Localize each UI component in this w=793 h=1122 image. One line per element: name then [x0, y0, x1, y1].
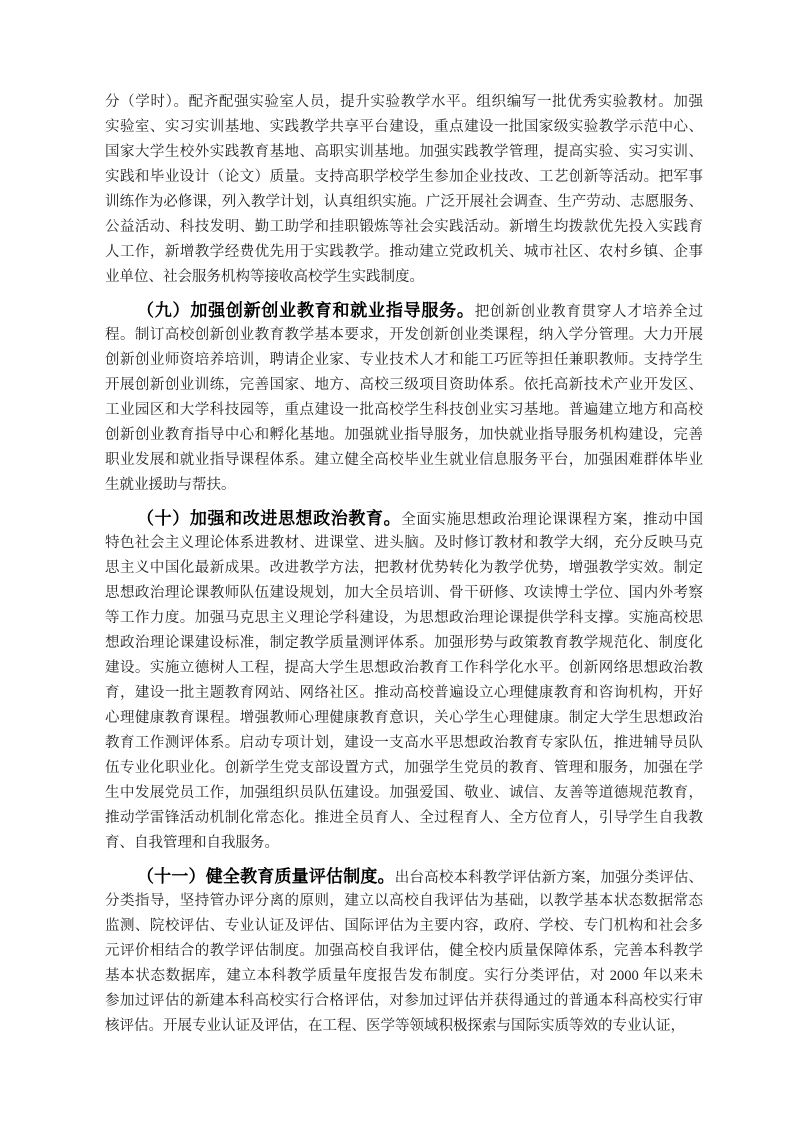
section-9-innovation-entrepreneurship-education [105, 298, 703, 498]
text-line [105, 864, 703, 889]
text-line: 开展创新创业训练，完善国家、地方、高校三级项目资助体系。依托高新技术产业开发区、 [105, 377, 703, 393]
text-line: 育，建设一批主题教育网站、网络社区。推动高校普遍设立心理健康教育和咨询机构，开好 [105, 685, 703, 701]
text-line [105, 298, 703, 323]
text-line: 职业发展和就业指导课程体系。建立健全高校毕业生就业信息服务平台，加强困难群体毕业 [105, 452, 703, 468]
section-10-ideological-political-education [105, 506, 703, 856]
document-body [105, 90, 703, 1039]
text-line: 基本状态数据库，建立本科教学质量年度报告发布制度。实行分类评估，对 2000 年以来未 [105, 968, 703, 984]
text-line: 推动学雷锋活动机制化常态化。推进全员育人、全过程育人、全方位育人，引导学生自我教 [105, 810, 703, 826]
text-line [105, 506, 703, 531]
text-line: 训练作为必修课，列入教学计划，认真组织实施。广泛开展社会调查、生产劳动、志愿服务、 [105, 194, 703, 210]
text-line: 教育工作测评体系。启动专项计划，建设一支高水平思想政治教育专家队伍，推进辅导员队 [105, 735, 703, 751]
section-first-line-text: 出台高校本科教学评估新方案，加强分类评估、 [394, 870, 703, 886]
text-line: 元评价相结合的教学评估制度。加强高校自我评估，健全校内质量保障体系，完善本科教学 [105, 943, 703, 959]
text-line: 思想政治理论课教师队伍建设规划，加大全员培训、骨干研修、攻读博士学位、国内外考察 [105, 585, 703, 601]
text-line: 生中发展党员工作，加强组织员队伍建设。加强爱国、敬业、诚信、友善等道德规范教育， [105, 785, 703, 801]
text-line: 业单位、社会服务机构等接收高校学生实践制度。 [105, 269, 424, 285]
text-line: 心理健康教育课程。增强教师心理健康教育意识，关心学生心理健康。制定大学生思想政治 [105, 710, 703, 726]
text-line: 创新创业师资培养培训，聘请企业家、专业技术人才和能工巧匠等担任兼职教师。支持学生 [105, 352, 703, 368]
text-line: 生就业援助与帮扶。 [105, 477, 236, 493]
text-line: 实践和毕业设计（论文）质量。支持高职学校学生参加企业技改、工艺创新等活动。把军事 [105, 169, 703, 185]
text-line: 分类指导，坚持管办评分离的原则，建立以高校自我评估为基础，以教学基本状态数据常态 [105, 893, 703, 909]
section-first-line-text: 全面实施思想政治理论课课程方案，推动中国 [401, 512, 703, 528]
text-line: 特色社会主义理论体系进教材、进课堂、进头脑。及时修订教材和教学大纲，充分反映马克 [105, 535, 703, 551]
text-line: 监测、院校评估、专业认证及评估、国际评估为主要内容，政府、学校、专门机构和社会多 [105, 918, 703, 934]
paragraph-practice-teaching-continuation [105, 90, 703, 290]
text-line: 参加过评估的新建本科高校实行合格评估，对参加过评估并获得通过的普通本科高校实行审 [105, 993, 703, 1009]
text-line: 工业园区和大学科技园等，重点建设一批高校学生科技创业实习基地。普遍建立地方和高校 [105, 402, 703, 418]
text-line: 伍专业化职业化。创新学生党支部设置方式，加强学生党员的教育、管理和服务，加强在学 [105, 760, 703, 776]
text-line: 核评估。开展专业认证及评估，在工程、医学等领域积极探索与国际实质等效的专业认证， [105, 1018, 685, 1034]
text-line: 建设。实施立德树人工程，提高大学生思想政治教育工作科学化水平。创新网络思想政治教 [105, 660, 703, 676]
text-line: 思主义中国化最新成果。改进教学方法，把教材优势转化为教学优势，增强教学实效。制定 [105, 560, 703, 576]
section-heading: （十）加强和改进思想政治教育。 [137, 509, 402, 528]
text-line: 国家大学生校外实践教育基地、高职实训基地。加强实践教学管理，提高实验、实习实训、 [105, 144, 703, 160]
text-line: 等工作力度。加强马克思主义理论学科建设，为思想政治理论课提供学科支撑。实施高校思 [105, 610, 703, 626]
text-line: 人工作，新增教学经费优先用于实践教学。推动建立党政机关、城市社区、农村乡镇、企事 [105, 244, 703, 260]
section-heading: （十一）健全教育质量评估制度。 [137, 867, 395, 886]
text-line: 育、自我管理和自我服务。 [105, 835, 279, 851]
section-first-line-text: 把创新创业教育贯穿人才培养全过 [474, 304, 703, 320]
text-line: 创新创业教育指导中心和孵化基地。加强就业指导服务，加快就业指导服务机构建设，完善 [105, 427, 703, 443]
text-line: 程。制订高校创新创业教育教学基本要求，开发创新创业类课程，纳入学分管理。大力开展 [105, 327, 703, 343]
section-heading: （九）加强创新创业教育和就业指导服务。 [137, 301, 475, 320]
text-line: 公益活动、科技发明、勤工助学和挂职锻炼等社会实践活动。新增生均拨款优先投入实践育 [105, 219, 703, 235]
text-line: 实验室、实习实训基地、实践教学共享平台建设，重点建设一批国家级实验教学示范中心、 [105, 119, 703, 135]
section-11-education-quality-evaluation [105, 864, 703, 1039]
text-line: 分（学时）。配齐配强实验室人员，提升实验教学水平。组织编写一批优秀实验教材。加强 [105, 94, 703, 110]
text-line: 想政治理论课建设标准，制定教学质量测评体系。加强形势与政策教育教学规范化、制度化 [105, 635, 703, 651]
